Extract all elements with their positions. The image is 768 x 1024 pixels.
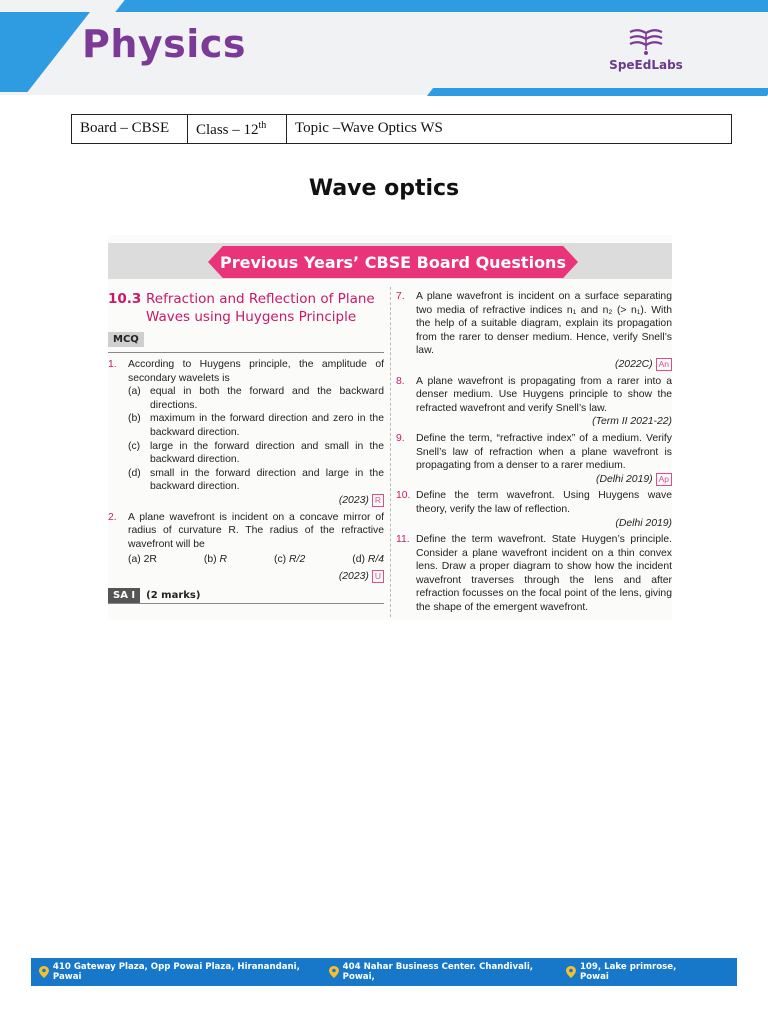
option-d bbox=[128, 467, 384, 494]
question-number: 8. bbox=[396, 375, 405, 387]
subject-title: Physics bbox=[82, 22, 246, 66]
banner-title: Previous Years’ CBSE Board Questions bbox=[220, 253, 566, 272]
option-text: maximum in the forward direction and zero in the backward direction. bbox=[150, 413, 384, 438]
question-reference bbox=[128, 494, 384, 508]
level-badge: An bbox=[656, 358, 672, 371]
address-text: 109, Lake primrose, Powai bbox=[579, 962, 677, 982]
option-a bbox=[128, 385, 384, 412]
option-label: (c) bbox=[274, 554, 287, 566]
question-text: A plane wavefront is propagating from a rarer into a denser medium. Use Huygens principle to show the refracted wavefront and verify Snell’s law. bbox=[416, 375, 672, 414]
option-label: (d) bbox=[128, 467, 141, 479]
question-body bbox=[416, 375, 672, 429]
question-body bbox=[416, 533, 672, 615]
option-label: (b) bbox=[203, 554, 217, 566]
speedlabs-logo bbox=[606, 26, 686, 78]
question-8 bbox=[396, 375, 672, 429]
board-cell: Board – CBSE bbox=[72, 115, 188, 143]
sa-marks-note: (2 marks) bbox=[146, 589, 201, 601]
year-ref: (2023) bbox=[338, 494, 369, 506]
mcq-tag-row bbox=[108, 326, 384, 353]
option-text: R bbox=[219, 554, 228, 566]
address-1 bbox=[39, 962, 329, 982]
option-label: (c) bbox=[128, 440, 141, 452]
year-ref: (2023) bbox=[338, 570, 369, 582]
level-badge: Ap bbox=[656, 473, 672, 486]
question-reference bbox=[416, 473, 672, 487]
location-pin-icon bbox=[329, 966, 339, 978]
location-pin-icon bbox=[566, 966, 576, 978]
option-label: (a) bbox=[128, 554, 141, 566]
option-text: equal in both the forward and the backward directions. bbox=[150, 386, 384, 411]
question-body bbox=[128, 358, 384, 508]
question-number: 2. bbox=[108, 511, 117, 523]
year-ref: (2022C) bbox=[615, 358, 653, 370]
year-ref: (Delhi 2019) bbox=[615, 517, 672, 529]
right-column bbox=[396, 290, 672, 618]
question-9 bbox=[396, 432, 672, 486]
sa-tag: SA I bbox=[108, 588, 140, 603]
question-body bbox=[128, 511, 384, 584]
level-badge: U bbox=[372, 570, 384, 583]
question-reference bbox=[128, 570, 384, 584]
header-stripe-bottom bbox=[427, 88, 768, 96]
question-text: According to Huygens principle, the amplitude of secondary wavelets is bbox=[128, 359, 384, 384]
question-number: 1. bbox=[108, 359, 117, 370]
class-label: Class – 12 bbox=[196, 122, 259, 138]
column-divider bbox=[390, 287, 391, 617]
option-text: small in the forward direction and large in the backward direction. bbox=[150, 467, 384, 493]
option-b bbox=[128, 412, 384, 439]
question-number: 10. bbox=[396, 490, 411, 502]
class-suffix: th bbox=[258, 120, 267, 131]
question-text: Define the term wavefront. State Huygen’s principle. Consider a plane wavefront incident on a thin convex lens. Draw a proper diagram to show how the incident wavefront traverses through the lens and after refraction focusses on the focal point of the lens, giving the shape of the emergent wavefront. bbox=[416, 534, 672, 614]
section-heading bbox=[108, 290, 384, 326]
question-2 bbox=[108, 511, 384, 584]
level-badge: R bbox=[372, 494, 384, 507]
option-c bbox=[274, 553, 305, 567]
option-label: (a) bbox=[128, 386, 141, 398]
section-number: 10.3 bbox=[108, 291, 142, 307]
question-body bbox=[416, 432, 672, 486]
option-label: (d) bbox=[352, 554, 365, 566]
logo-text: SpeEdLabs bbox=[609, 58, 683, 72]
question-body bbox=[416, 290, 672, 372]
address-text: 404 Nahar Business Center. Chandivali, Powai, bbox=[342, 962, 534, 982]
banner-strip bbox=[108, 243, 672, 279]
question-number: 9. bbox=[396, 432, 405, 444]
option-d bbox=[352, 553, 384, 567]
question-text: Define the term wavefront. Using Huygens wave theory, verify the law of reflection. bbox=[416, 490, 672, 515]
question-text: Define the term, “refractive index” of a medium. Verify Snell’s law of refraction when a plane wavefront is propagating from a denser to a rarer medium. bbox=[416, 432, 672, 472]
option-c bbox=[128, 440, 384, 467]
option-text: R/4 bbox=[367, 554, 384, 566]
options-row bbox=[128, 553, 384, 567]
address-3 bbox=[566, 962, 707, 982]
option-text: large in the forward direction and small in the backward direction. bbox=[150, 440, 384, 466]
topic-cell: Topic –Wave Optics WS bbox=[295, 120, 443, 136]
option-b bbox=[204, 553, 227, 567]
address-footer bbox=[31, 958, 737, 986]
sa-tag-row bbox=[108, 588, 384, 604]
question-10 bbox=[396, 489, 672, 530]
question-number: 11. bbox=[396, 534, 410, 546]
page-header bbox=[0, 0, 768, 100]
question-text: A plane wavefront is incident on a concave mirror of radius of curvature R. The radius of the refractive wavefront will be bbox=[128, 511, 384, 550]
location-pin-icon bbox=[39, 966, 49, 978]
left-column bbox=[108, 290, 384, 604]
question-scan bbox=[108, 235, 672, 620]
year-ref: (Delhi 2019) bbox=[595, 473, 653, 485]
address-2 bbox=[329, 962, 566, 982]
address-text: 410 Gateway Plaza, Opp Powai Plaza, Hiranandani, Pawai bbox=[52, 962, 300, 982]
mcq-tag: MCQ bbox=[108, 332, 144, 347]
option-a bbox=[128, 553, 157, 567]
question-7 bbox=[396, 290, 672, 372]
question-reference bbox=[416, 358, 672, 372]
header-stripe-top bbox=[115, 0, 768, 12]
question-text: A plane wavefront is incident on a surface separating two media of refractive indices n₁ and n₂ (> n₁). With the help of a suitable diagram, explain its propagation from the rarer to denser medium. Hence, verify Snell’s law. bbox=[416, 291, 672, 357]
class-cell bbox=[188, 115, 287, 143]
option-label: (b) bbox=[128, 413, 141, 425]
option-text: R/2 bbox=[289, 554, 306, 566]
question-number: 7. bbox=[396, 291, 405, 302]
section-title: Refraction and Reflection of Plane Waves using Huygens Principle bbox=[146, 291, 375, 325]
option-text: 2R bbox=[143, 554, 157, 566]
worksheet-info-table bbox=[71, 114, 732, 144]
book-logo-icon bbox=[626, 26, 666, 56]
question-1 bbox=[108, 358, 384, 508]
document-title: Wave optics bbox=[308, 176, 460, 201]
question-body bbox=[416, 489, 672, 530]
year-ref: (Term II 2021-22) bbox=[592, 416, 672, 428]
question-11 bbox=[396, 533, 672, 615]
